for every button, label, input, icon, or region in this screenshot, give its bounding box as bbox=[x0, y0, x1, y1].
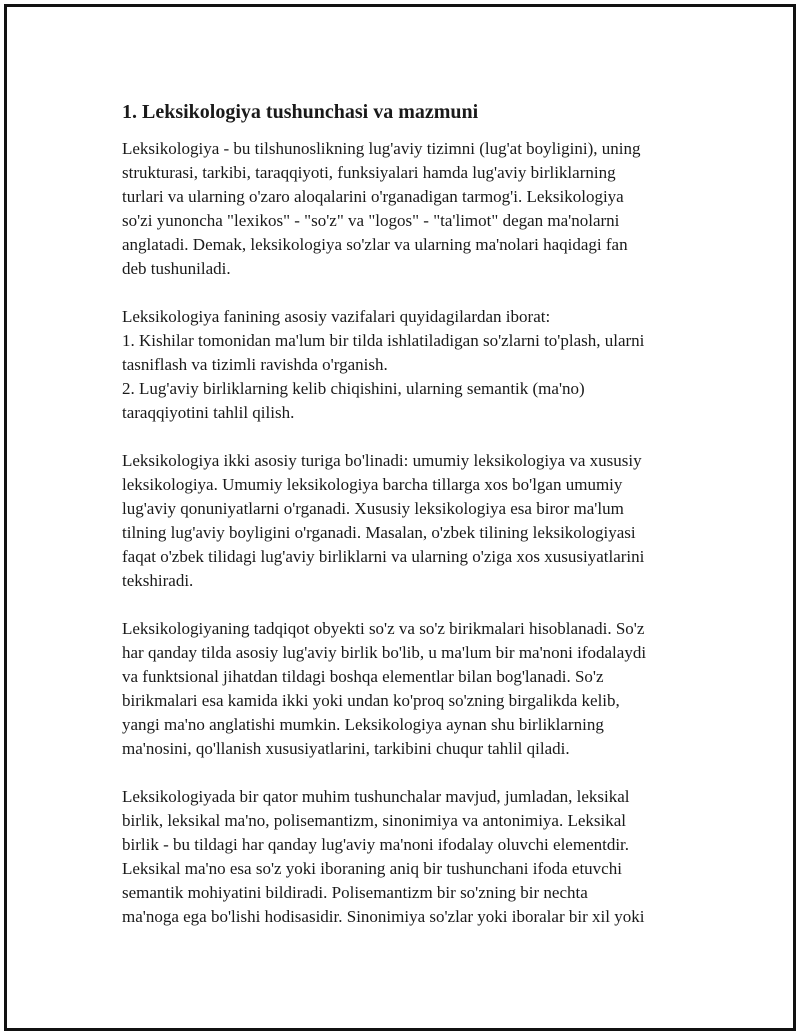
text-line: va funktsional jihatdan tildagi boshqa elementlar bilan bog'lanadi. So'z bbox=[122, 667, 604, 686]
text-line: taraqqiyotini tahlil qilish. bbox=[122, 403, 295, 422]
text-line: birlik, leksikal ma'no, polisemantizm, sinonimiya va antonimiya. Leksikal bbox=[122, 811, 626, 830]
text-line: yangi ma'no anglatishi mumkin. Leksikologiya aynan shu birliklarning bbox=[122, 715, 604, 734]
text-line: 1. Kishilar tomonidan ma'lum bir tilda ishlatiladigan so'zlarni to'plash, ularni bbox=[122, 331, 645, 350]
text-line: leksikologiya. Umumiy leksikologiya barcha tillarga xos bo'lgan umumiy bbox=[122, 475, 623, 494]
paragraph-concepts bbox=[122, 785, 702, 929]
text-line: Leksikologiya ikki asosiy turiga bo'linadi: umumiy leksikologiya va xususiy bbox=[122, 451, 642, 470]
text-line: deb tushuniladi. bbox=[122, 259, 231, 278]
text-line: har qanday tilda asosiy lug'aviy birlik bo'lib, u ma'lum bir ma'noni ifodalaydi bbox=[122, 643, 647, 662]
text-line: Leksikologiyaning tadqiqot obyekti so'z va so'z birikmalari hisoblanadi. So'z bbox=[122, 619, 645, 638]
text-line: semantik mohiyatini bildiradi. Polisemantizm bir so'zning bir nechta bbox=[122, 883, 588, 902]
text-line: so'zi yunoncha "lexikos" - "so'z" va "logos" - "ta'limot" degan ma'nolarni bbox=[122, 211, 620, 230]
text-line: ma'noga ega bo'lishi hodisasidir. Sinonimiya so'zlar yoki iboralar bir xil yoki bbox=[122, 907, 645, 926]
text-line: Leksikologiya - bu tilshunoslikning lug'aviy tizimni (lug'at boyligini), uning bbox=[122, 139, 641, 158]
text-line: ma'nosini, qo'llanish xususiyatlarini, tarkibini chuqur tahlil qiladi. bbox=[122, 739, 570, 758]
document-body bbox=[122, 99, 702, 953]
text-line: birikmalari esa kamida ikki yoki undan ko'proq so'zning birgalikda kelib, bbox=[122, 691, 620, 710]
text-line: tasniflash va tizimli ravishda o'rganish. bbox=[122, 355, 388, 374]
text-line: birlik - bu tildagi har qanday lug'aviy ma'noni ifodalay oluvchi elementdir. bbox=[122, 835, 630, 854]
text-line: faqat o'zbek tilidagi lug'aviy birliklarni va ularning o'ziga xos xususiyatlarini bbox=[122, 547, 645, 566]
text-line: anglatadi. Demak, leksikologiya so'zlar va ularning ma'nolari haqidagi fan bbox=[122, 235, 628, 254]
text-line: Leksikologiya fanining asosiy vazifalari quyidagilardan iborat: bbox=[122, 307, 551, 326]
text-line: tilning lug'aviy boyligini o'rganadi. Masalan, o'zbek tilining leksikologiyasi bbox=[122, 523, 636, 542]
text-line: lug'aviy qonuniyatlarni o'rganadi. Xususiy leksikologiya esa biror ma'lum bbox=[122, 499, 624, 518]
paragraph-tasks bbox=[122, 305, 702, 425]
paragraph-research-object bbox=[122, 617, 702, 761]
page-frame bbox=[4, 4, 796, 1031]
text-line: Leksikologiyada bir qator muhim tushunchalar mavjud, jumladan, leksikal bbox=[122, 787, 630, 806]
text-line: turlari va ularning o'zaro aloqalarini o'rganadigan tarmog'i. Leksikologiya bbox=[122, 187, 624, 206]
section-heading: 1. Leksikologiya tushunchasi va mazmuni bbox=[122, 101, 479, 123]
text-line: tekshiradi. bbox=[122, 571, 194, 590]
text-line: Leksikal ma'no esa so'z yoki iboraning aniq bir tushunchani ifoda etuvchi bbox=[122, 859, 622, 878]
text-line: 2. Lug'aviy birliklarning kelib chiqishini, ularning semantik (ma'no) bbox=[122, 379, 585, 398]
paragraph-types bbox=[122, 449, 702, 593]
text-line: strukturasi, tarkibi, taraqqiyoti, funksiyalari hamda lug'aviy birliklarning bbox=[122, 163, 616, 182]
paragraph-definition bbox=[122, 137, 702, 281]
